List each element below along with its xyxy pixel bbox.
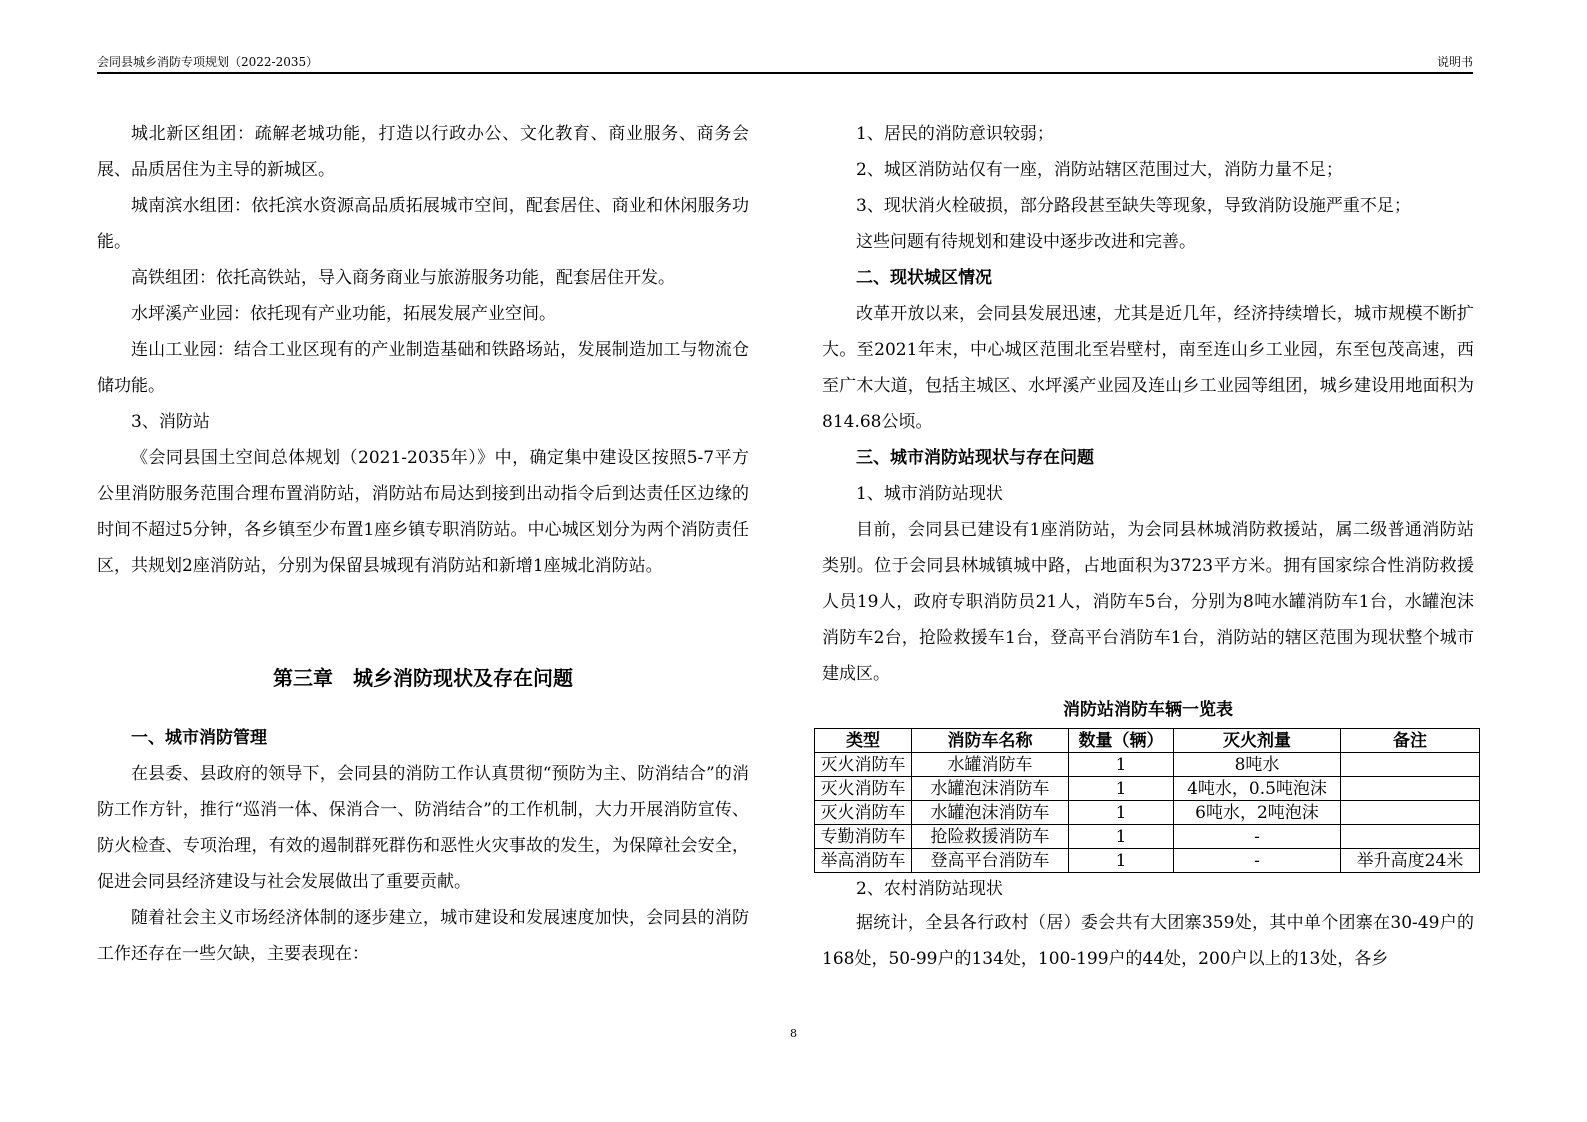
cell-type: 专勤消防车: [815, 825, 912, 849]
cell-quantity: 1: [1069, 849, 1174, 873]
header-remark: 备注: [1341, 729, 1480, 753]
cell-remark: [1341, 825, 1480, 849]
cell-remark: [1341, 801, 1480, 825]
cell-vehicle-name: 抢险救援消防车: [912, 825, 1069, 849]
heading-fire-management: 一、城市消防管理: [131, 728, 267, 748]
cell-quantity: 1: [1069, 777, 1174, 801]
document-title: 会同县城乡消防专项规划（2022-2035）: [97, 55, 319, 69]
heading-city-status: 二、现状城区情况: [856, 268, 992, 288]
header-agent: 灭火剂量: [1174, 729, 1341, 753]
header-type: 类型: [815, 729, 912, 753]
cell-remark: 举升高度24米: [1341, 849, 1480, 873]
paragraph-city-station: 目前，会同县已建设有1座消防站，为会同县林城消防救援站，属二级普通消防站类别。位于会同县林城镇城中路，占地面积为3723平方米。拥有国家综合性消防救援人员19人，政府专职消防员21人，消防车5台，分别为8吨水罐消防车1台，水罐泡沫消防车2台，抢险救援车1台，登高平台消防车1台，消防站的辖区范围为现状整个城市建成区。: [822, 520, 1474, 684]
cell-quantity: 1: [1069, 801, 1174, 825]
subheading-fire-station: 3、消防站: [131, 412, 210, 432]
cell-agent: -: [1174, 849, 1341, 873]
table-row: [815, 777, 1480, 801]
cell-remark: [1341, 753, 1480, 777]
chapter-title: 第三章 城乡消防现状及存在问题: [273, 666, 573, 690]
cell-type: 灭火消防车: [815, 801, 912, 825]
table-header-row: [815, 729, 1480, 753]
right-column: [822, 116, 1474, 977]
table-row: [815, 801, 1480, 825]
cell-agent: -: [1174, 825, 1341, 849]
paragraph-shuipingxi: 水坪溪产业园：依托现有产业功能，拓展发展产业空间。: [131, 304, 556, 324]
cell-quantity: 1: [1069, 753, 1174, 777]
cell-type: 灭火消防车: [815, 753, 912, 777]
paragraph-chengnan: 城南滨水组团：依托滨水资源高品质拓展城市空间，配套居住、商业和休闲服务功能。: [97, 196, 749, 252]
cell-agent: 8吨水: [1174, 753, 1341, 777]
issue-item-2: 2、城区消防站仅有一座，消防站辖区范围过大，消防力量不足；: [856, 160, 1343, 180]
cell-type: 举高消防车: [815, 849, 912, 873]
subheading-rural-station: 2、农村消防站现状: [856, 879, 1003, 899]
cell-quantity: 1: [1069, 825, 1174, 849]
document-type: 说明书: [1436, 55, 1473, 69]
cell-remark: [1341, 777, 1480, 801]
issue-item-3: 3、现状消火栓破损，部分路段甚至缺失等现象，导致消防设施严重不足；: [856, 196, 1411, 216]
table-row: [815, 849, 1480, 873]
table-title: 消防站消防车辆一览表: [1063, 700, 1233, 720]
cell-type: 灭火消防车: [815, 777, 912, 801]
cell-vehicle-name: 登高平台消防车: [912, 849, 1069, 873]
issue-summary: 这些问题有待规划和建设中逐步改进和完善。: [856, 232, 1196, 252]
page-number: 8: [790, 1027, 797, 1040]
page-header: [97, 54, 1473, 74]
cell-vehicle-name: 水罐泡沫消防车: [912, 801, 1069, 825]
header-quantity: 数量（辆）: [1069, 729, 1174, 753]
paragraph-rural-station: 据统计，全县各行政村（居）委会共有大团寨359处，其中单个团寨在30-49户的168处，50-99户的134处，100-199户的44处，200户以上的13处，各乡: [822, 913, 1474, 969]
paragraph-shortcomings: 随着社会主义市场经济体制的逐步建立，城市建设和发展速度加快，会同县的消防工作还存在一些欠缺，主要表现在：: [97, 908, 749, 964]
cell-vehicle-name: 水罐消防车: [912, 753, 1069, 777]
header-vehicle-name: 消防车名称: [912, 729, 1069, 753]
cell-vehicle-name: 水罐泡沫消防车: [912, 777, 1069, 801]
paragraph-city-status: 改革开放以来，会同县发展迅速，尤其是近几年，经济持续增长，城市规模不断扩大。至2021年末，中心城区范围北至岩壁村，南至连山乡工业园，东至包茂高速，西至广木大道，包括主城区、水坪溪产业园及连山乡工业园等组团，城乡建设用地面积为814.68公顷。: [822, 304, 1474, 432]
paragraph-gaotie: 高铁组团：依托高铁站，导入商务商业与旅游服务功能，配套居住开发。: [131, 268, 675, 288]
paragraph-management: 在县委、县政府的领导下，会同县的消防工作认真贯彻“预防为主、防消结合”的消防工作方针，推行“巡消一体、保消合一、防消结合”的工作机制，大力开展消防宣传、防火检查、专项治理，有效的遏制群死群伤和恶性火灾事故的发生，为保障社会安全，促进会同县经济建设与社会发展做出了重要贡献。: [97, 764, 749, 892]
vehicle-table: [814, 728, 1480, 873]
table-row: [815, 753, 1480, 777]
cell-agent: 6吨水，2吨泡沫: [1174, 801, 1341, 825]
table-row: [815, 825, 1480, 849]
heading-station-status: 三、城市消防站现状与存在问题: [856, 448, 1094, 468]
paragraph-chengbei: 城北新区组团：疏解老城功能，打造以行政办公、文化教育、商业服务、商务会展、品质居住为主导的新城区。: [97, 124, 749, 180]
issue-item-1: 1、居民的消防意识较弱；: [856, 124, 1054, 144]
paragraph-planning: 《会同县国土空间总体规划（2021-2035年）》中，确定集中建设区按照5-7平方公里消防服务范围合理布置消防站，消防站布局达到接到出动指令后到达责任区边缘的时间不超过5分钟，各乡镇至少布置1座乡镇专职消防站。中心城区划分为两个消防责任区，共规划2座消防站，分别为保留县城现有消防站和新增1座城北消防站。: [97, 448, 749, 576]
paragraph-lianshan: 连山工业园：结合工业区现有的产业制造基础和铁路场站，发展制造加工与物流仓储功能。: [97, 340, 749, 396]
cell-agent: 4吨水，0.5吨泡沫: [1174, 777, 1341, 801]
left-column: [97, 116, 749, 964]
subheading-city-station: 1、城市消防站现状: [856, 484, 1003, 504]
